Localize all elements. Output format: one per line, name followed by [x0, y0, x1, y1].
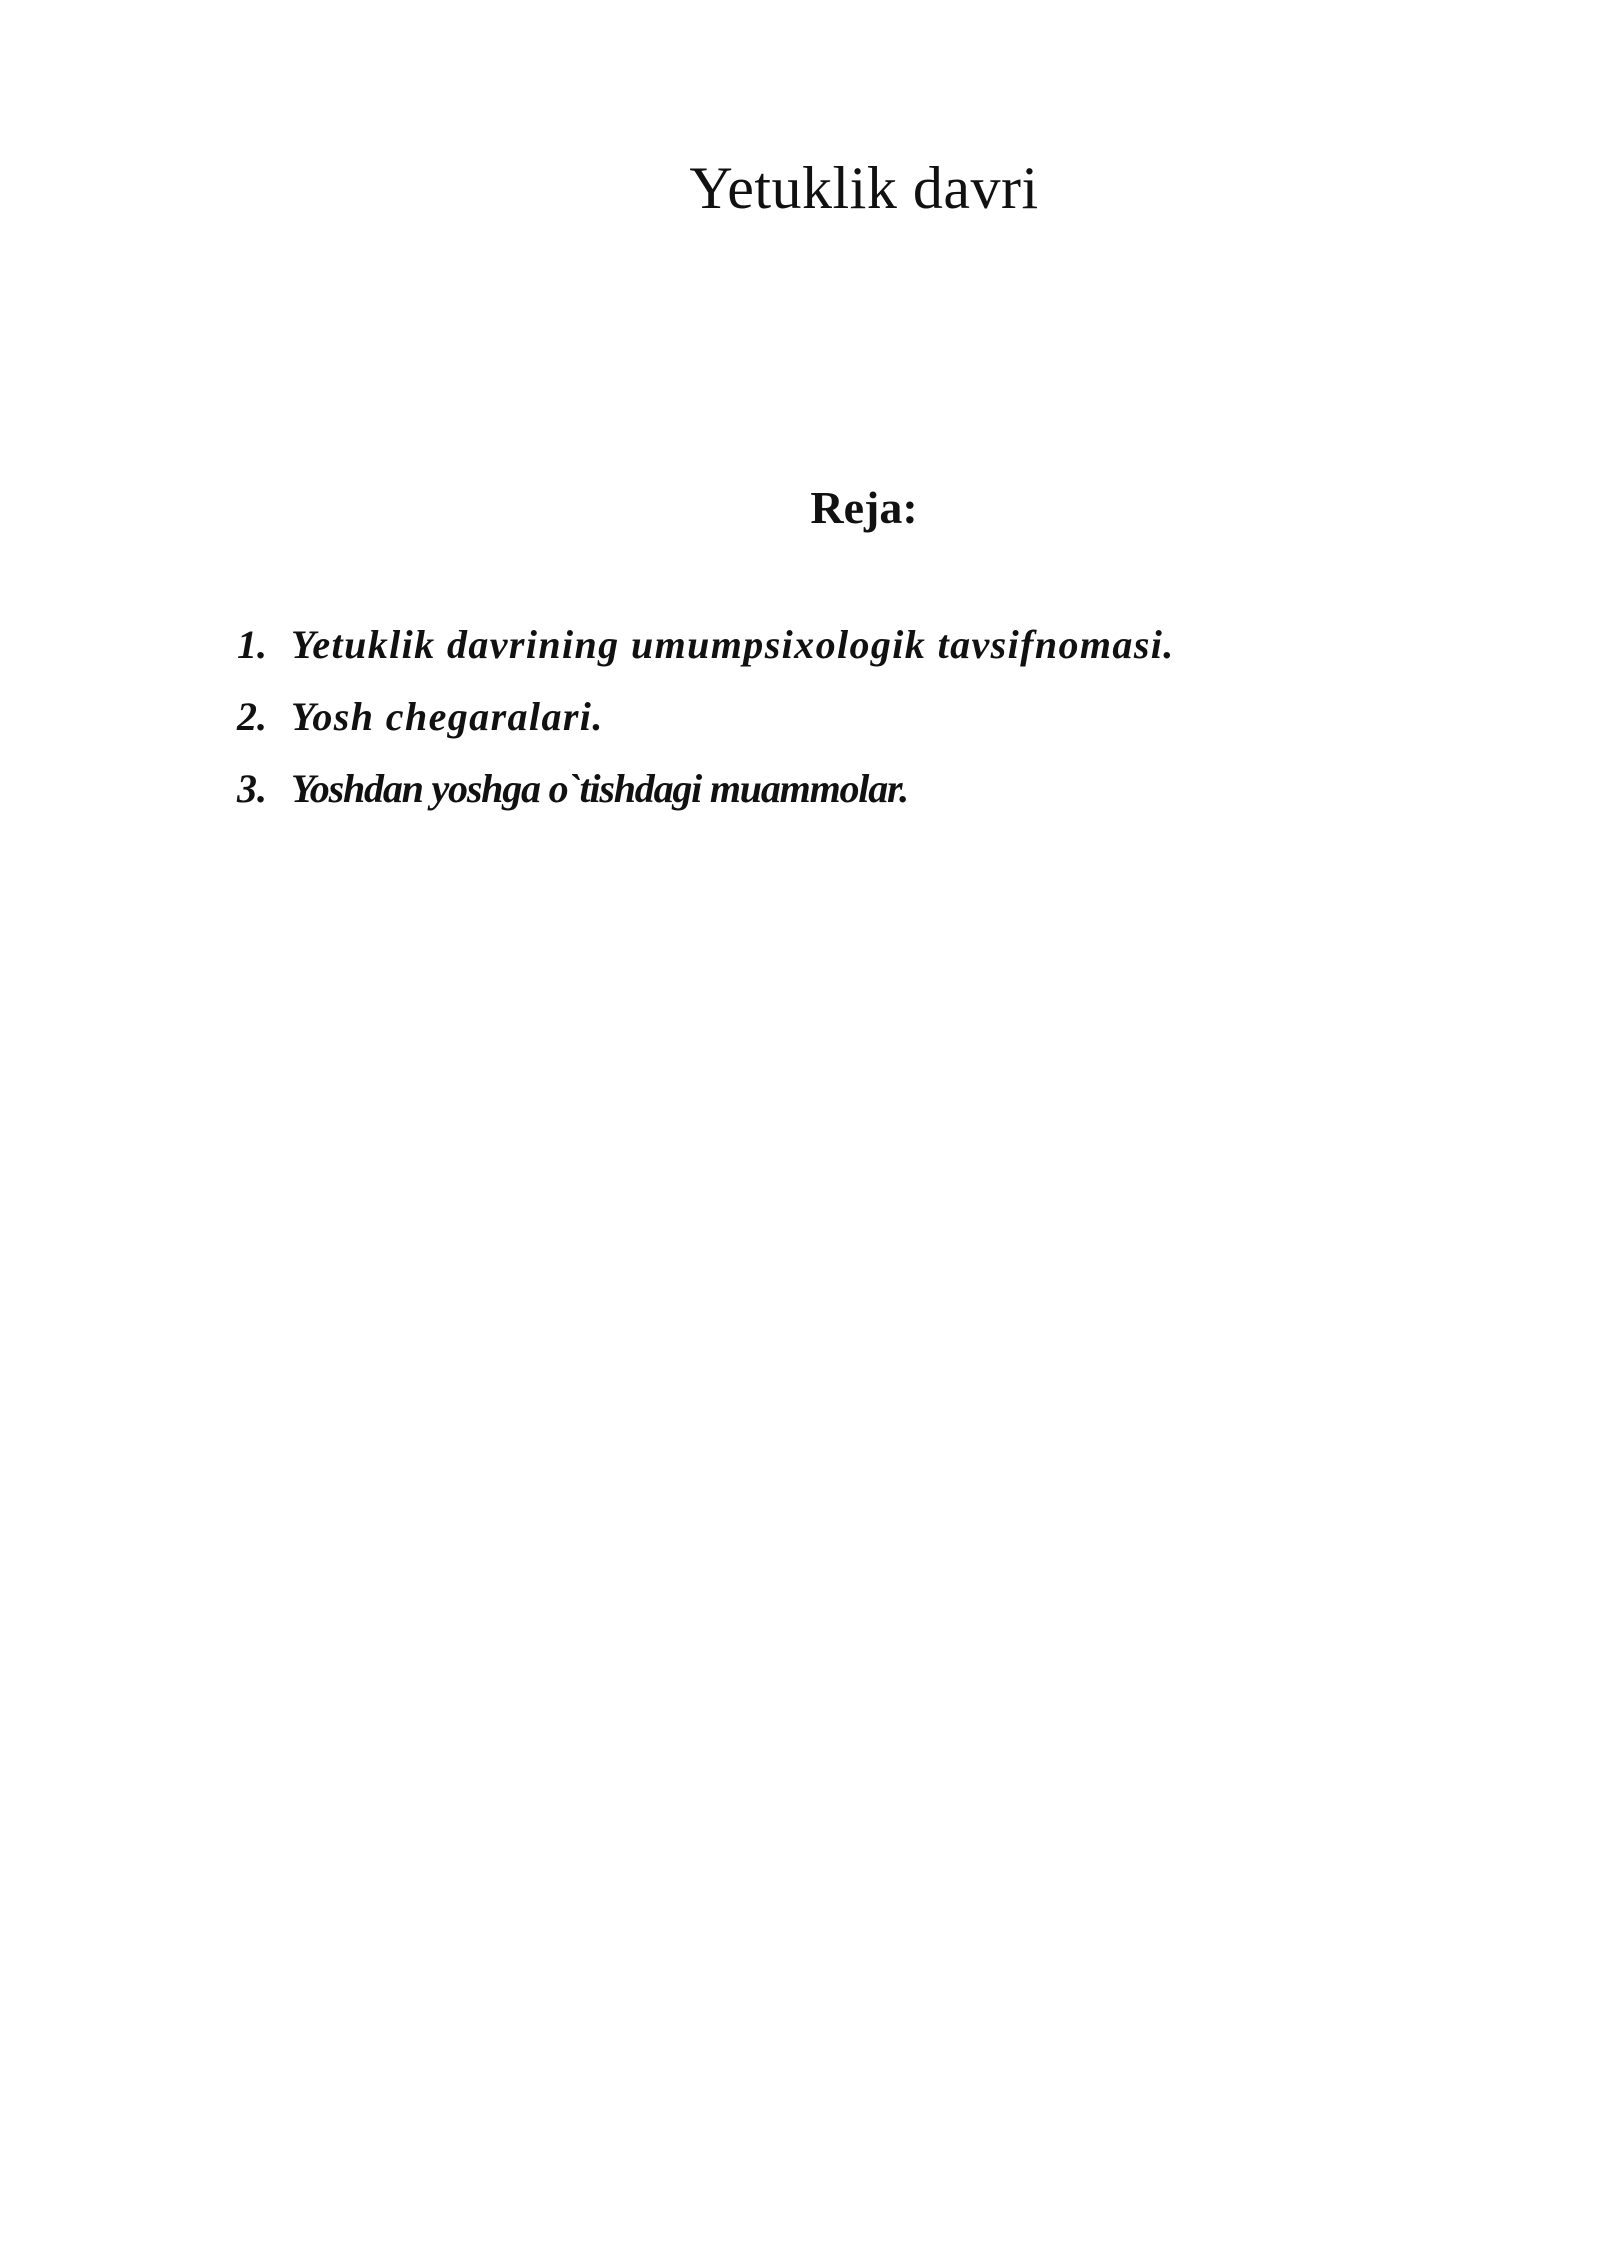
- plan-item-number: 1.: [237, 622, 267, 667]
- plan-item-text: Yoshdan yoshga o`tishdagi muammolar.: [291, 766, 908, 811]
- plan-item-text: Yosh chegaralari.: [291, 694, 604, 739]
- plan-list: [237, 615, 1175, 831]
- plan-item-number: 2.: [237, 694, 267, 739]
- plan-item-1: [237, 615, 1175, 687]
- plan-item-3: [237, 759, 1175, 831]
- plan-heading: Reja:: [810, 482, 918, 533]
- page-title: Yetuklik davri: [689, 155, 1039, 221]
- plan-item-2: [237, 687, 1175, 759]
- plan-item-number: 3.: [237, 766, 267, 811]
- plan-item-text: Yetuklik davrining umumpsixologik tavsifnomasi.: [291, 622, 1175, 667]
